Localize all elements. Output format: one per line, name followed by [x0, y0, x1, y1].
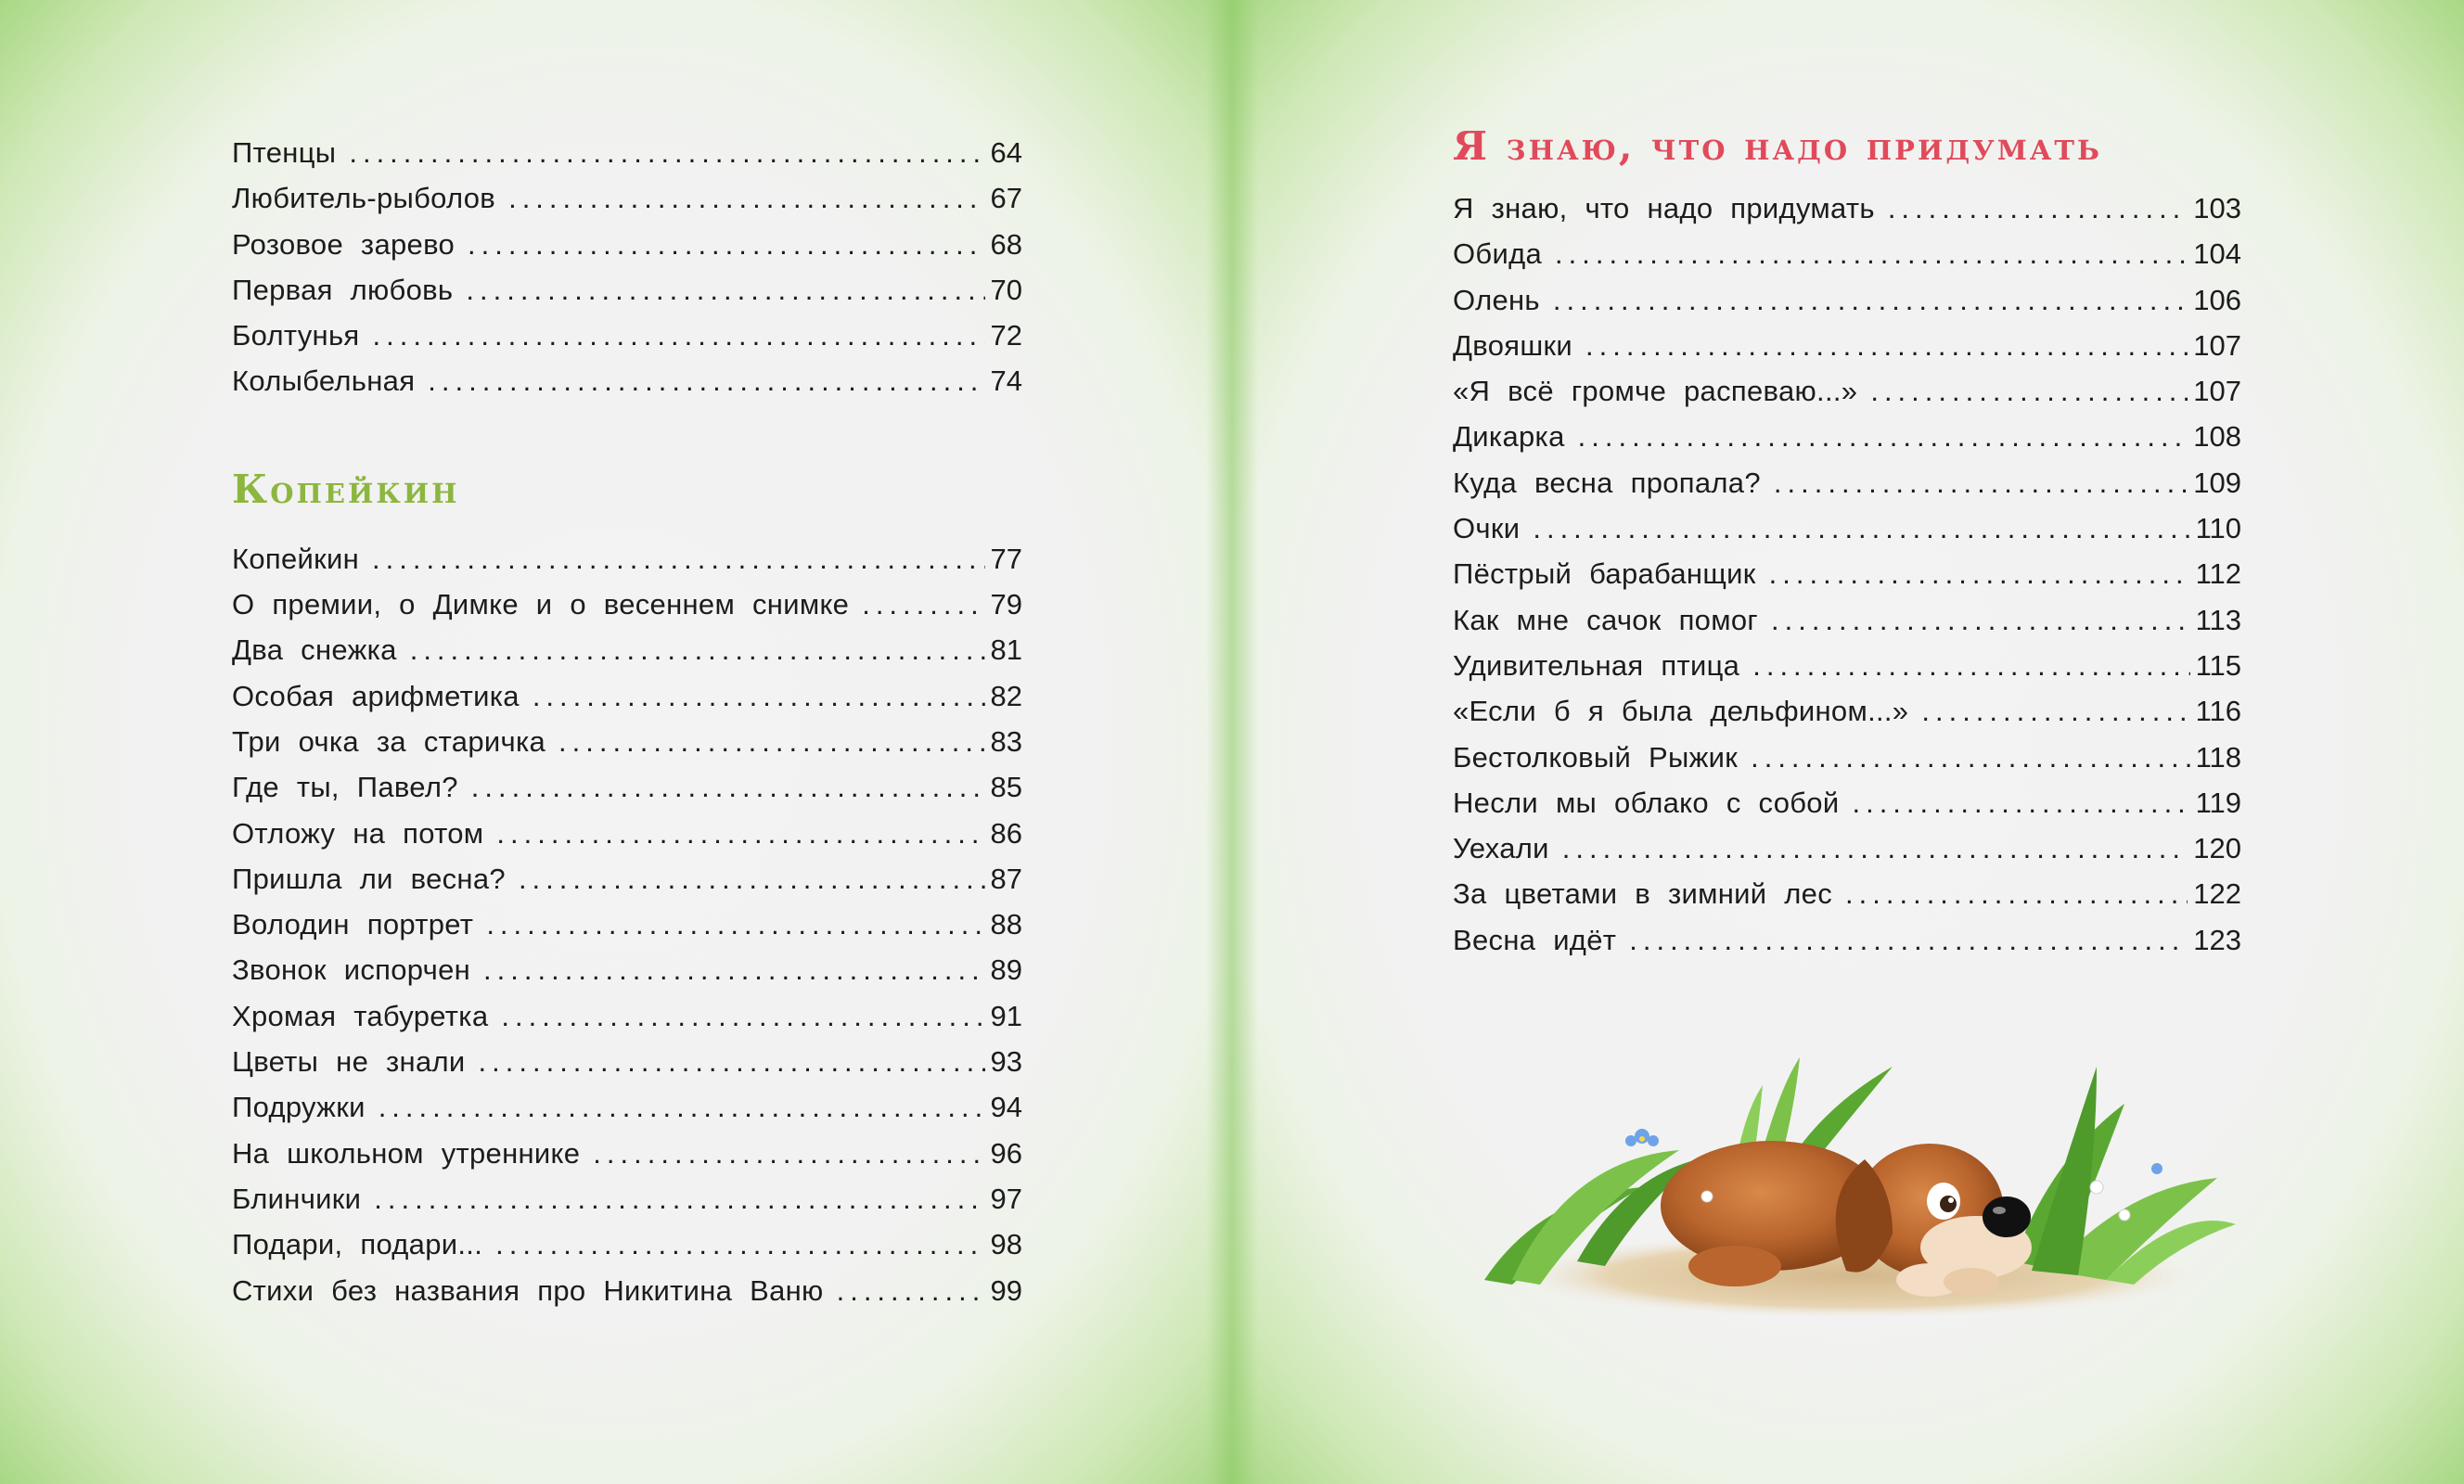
toc-entry-title: Три очка за старичка	[232, 724, 546, 758]
toc-page-number: 109	[2193, 466, 2241, 499]
toc-leader-dots	[1585, 323, 2188, 368]
toc-page-number: 96	[990, 1136, 1022, 1170]
toc-leader-dots	[1555, 231, 2188, 276]
toc-leader-dots	[1751, 735, 2189, 780]
toc-list-kopeikin	[232, 536, 1022, 1313]
toc-page-number: 97	[990, 1182, 1022, 1215]
toc-page-number: 72	[990, 319, 1022, 352]
toc-entry-title: Любитель-рыболов	[232, 182, 496, 215]
toc-entry	[232, 1268, 1022, 1313]
toc-page-number: 98	[990, 1228, 1022, 1261]
toc-page-number: 64	[990, 136, 1022, 169]
toc-page-number: 85	[990, 771, 1022, 804]
toc-page-number: 118	[2195, 740, 2241, 774]
toc-entry	[232, 856, 1022, 902]
toc-entry-title: Бестолковый Рыжик	[1453, 740, 1739, 774]
toc-page-number: 79	[990, 588, 1022, 621]
toc-leader-dots	[508, 175, 984, 221]
toc-entry	[1453, 277, 2241, 323]
toc-entry	[1453, 414, 2241, 459]
toc-leader-dots	[486, 902, 984, 947]
toc-entry	[232, 222, 1022, 267]
toc-entry-title: Копейкин	[232, 542, 360, 575]
toc-leader-dots	[349, 130, 984, 175]
section-title-kopeikin: Копейкин	[232, 466, 460, 512]
right-toc-column	[1453, 123, 2241, 963]
toc-entry-title: Розовое зарево	[232, 227, 456, 261]
toc-page-number: 77	[990, 542, 1022, 575]
toc-entry	[232, 130, 1022, 175]
toc-entry	[1453, 323, 2241, 368]
toc-page-number: 86	[990, 816, 1022, 850]
toc-page-number: 107	[2193, 328, 2241, 362]
toc-page-number: 108	[2193, 420, 2241, 454]
toc-entry	[232, 536, 1022, 582]
toc-leader-dots	[466, 267, 984, 313]
toc-entry-title: Весна идёт	[1453, 923, 1617, 956]
toc-page-number: 103	[2193, 192, 2241, 224]
toc-entry-title: За цветами в зимний лес	[1453, 877, 1833, 911]
toc-entry	[232, 719, 1022, 764]
toc-page-number: 119	[2195, 786, 2241, 819]
toc-entry	[232, 1222, 1022, 1267]
toc-page-number: 83	[990, 724, 1022, 758]
toc-page-number: 82	[990, 679, 1022, 712]
toc-entry-title: Где ты, Павел?	[232, 771, 458, 804]
toc-page-number: 115	[2195, 648, 2241, 682]
toc-entry-title: Подружки	[232, 1091, 366, 1124]
toc-leader-dots	[483, 947, 984, 992]
toc-entry	[1453, 688, 2241, 734]
toc-leader-dots	[1769, 551, 2190, 596]
toc-entry	[232, 1084, 1022, 1130]
toc-entry-title: Уехали	[1453, 832, 1549, 865]
toc-page-number: 67	[990, 182, 1022, 215]
toc-list-ya-znayu	[1453, 186, 2241, 963]
toc-entry	[232, 764, 1022, 810]
toc-entry-title: Очки	[1453, 512, 1521, 545]
toc-entry	[1453, 643, 2241, 688]
toc-page-number: 81	[990, 633, 1022, 667]
toc-leader-dots	[862, 582, 984, 627]
toc-entry-title: Володин портрет	[232, 908, 474, 941]
toc-entry-title: «Если б я была дельфином...»	[1453, 695, 1909, 728]
toc-leader-dots	[496, 811, 984, 856]
toc-leader-dots	[593, 1131, 984, 1176]
toc-entry-title: Птенцы	[232, 136, 337, 169]
toc-page-number: 112	[2195, 557, 2241, 591]
toc-leader-dots	[1629, 917, 2188, 963]
toc-page-number: 99	[990, 1273, 1022, 1307]
toc-entry	[1453, 368, 2241, 414]
toc-entry	[1453, 735, 2241, 780]
puppy-in-grass-image	[1457, 1048, 2254, 1326]
toc-entry-title: Двояшки	[1453, 328, 1572, 362]
toc-page-number: 68	[990, 227, 1022, 261]
toc-page-number: 122	[2193, 877, 2241, 911]
toc-page-number: 94	[990, 1091, 1022, 1124]
toc-entry-title: «Я всё громче распеваю...»	[1453, 375, 1858, 408]
toc-leader-dots	[1845, 871, 2188, 916]
toc-entry	[1453, 871, 2241, 916]
toc-entry-title: На школьном утреннике	[232, 1136, 581, 1170]
toc-entry-title: Цветы не знали	[232, 1045, 466, 1079]
toc-page-number: 89	[990, 953, 1022, 987]
toc-page-number: 88	[990, 908, 1022, 941]
toc-entry	[232, 947, 1022, 992]
toc-leader-dots	[1562, 825, 2188, 871]
puppy-illustration	[1457, 1048, 2254, 1326]
toc-leader-dots	[410, 627, 985, 672]
toc-entry-title: Подари, подари...	[232, 1228, 483, 1261]
toc-entry	[232, 175, 1022, 221]
toc-entry	[232, 267, 1022, 313]
toc-entry	[1453, 597, 2241, 643]
toc-entry	[1453, 460, 2241, 505]
toc-page-number: 123	[2193, 923, 2241, 956]
toc-entry	[232, 1039, 1022, 1084]
toc-entry	[232, 358, 1022, 403]
toc-leader-dots	[501, 993, 984, 1039]
toc-page-number: 104	[2193, 237, 2241, 271]
toc-leader-dots	[1774, 460, 2188, 505]
toc-leader-dots	[837, 1268, 985, 1313]
toc-entry-title: Пришла ли весна?	[232, 862, 506, 895]
toc-leader-dots	[374, 1176, 984, 1222]
toc-entry-title: Как мне сачок помог	[1453, 603, 1758, 636]
toc-entry-title: Стихи без названия про Никитина Ваню	[232, 1273, 824, 1307]
toc-entry-title: Куда весна пропала?	[1453, 466, 1761, 499]
toc-entry	[232, 673, 1022, 719]
toc-page-number: 106	[2193, 283, 2241, 316]
toc-entry-title: Удивительная птица	[1453, 648, 1740, 682]
toc-page-number: 107	[2193, 375, 2241, 408]
toc-entry	[232, 1131, 1022, 1176]
toc-entry-title: Обида	[1453, 237, 1543, 271]
toc-page-number: 87	[990, 862, 1022, 895]
toc-leader-dots	[1553, 277, 2188, 323]
toc-entry	[232, 313, 1022, 358]
toc-leader-dots	[1852, 780, 2189, 825]
toc-entry-title: Несли мы облако с собой	[1453, 786, 1840, 819]
toc-entry	[232, 582, 1022, 627]
toc-page-number: 110	[2195, 512, 2241, 545]
toc-entry-title: Олень	[1453, 283, 1540, 316]
toc-page-number: 113	[2195, 603, 2241, 636]
toc-entry	[1453, 186, 2241, 231]
toc-entry	[232, 902, 1022, 947]
toc-entry	[1453, 825, 2241, 871]
toc-entry-title: Особая арифметика	[232, 679, 520, 712]
toc-entry	[1453, 780, 2241, 825]
toc-page-number: 93	[990, 1045, 1022, 1079]
section-title-ya-znayu: Я знаю, что надо придумать	[1453, 123, 2102, 169]
toc-leader-dots	[519, 856, 985, 902]
toc-leader-dots	[1578, 414, 2188, 459]
toc-page-number: 91	[990, 999, 1022, 1032]
toc-page-number: 116	[2195, 695, 2241, 728]
toc-entry-title: Болтунья	[232, 319, 360, 352]
toc-leader-dots	[1533, 505, 2189, 551]
toc-leader-dots	[428, 358, 984, 403]
toc-leader-dots	[468, 222, 984, 267]
toc-leader-dots	[495, 1222, 984, 1267]
toc-entry	[232, 811, 1022, 856]
left-toc-column	[232, 130, 1022, 1313]
toc-entry	[232, 627, 1022, 672]
toc-entry	[232, 993, 1022, 1039]
toc-entry-title: Пёстрый барабанщик	[1453, 557, 1756, 591]
toc-leader-dots	[1752, 643, 2189, 688]
toc-leader-dots	[471, 764, 985, 810]
toc-page-number: 70	[990, 273, 1022, 306]
toc-entry-title: Два снежка	[232, 633, 397, 667]
toc-leader-dots	[479, 1039, 985, 1084]
toc-entry-title: Отложу на потом	[232, 816, 484, 850]
toc-entry-title: Дикарка	[1453, 420, 1565, 454]
toc-leader-dots	[558, 719, 984, 764]
toc-leader-dots	[1888, 186, 2188, 231]
toc-page-number: 74	[990, 365, 1022, 398]
toc-list-top	[232, 130, 1022, 404]
toc-entry-title: Звонок испорчен	[232, 953, 471, 987]
toc-leader-dots	[1870, 368, 2188, 414]
toc-leader-dots	[372, 536, 984, 582]
toc-leader-dots	[1771, 597, 2190, 643]
toc-entry-title: Колыбельная	[232, 365, 416, 398]
toc-leader-dots	[533, 673, 985, 719]
toc-entry-title: Я знаю, что надо придумать	[1453, 192, 1875, 224]
toc-entry	[1453, 231, 2241, 276]
toc-entry	[1453, 551, 2241, 596]
toc-entry-title: Блинчики	[232, 1182, 362, 1215]
toc-leader-dots	[1921, 688, 2189, 734]
toc-entry	[1453, 917, 2241, 963]
toc-entry-title: Первая любовь	[232, 273, 454, 306]
toc-entry	[232, 1176, 1022, 1222]
toc-leader-dots	[379, 1084, 985, 1130]
toc-page-number: 120	[2193, 832, 2241, 865]
book-gutter	[1206, 0, 1258, 1484]
toc-leader-dots	[373, 313, 985, 358]
toc-entry-title: Хромая табуретка	[232, 999, 489, 1032]
toc-entry-title: О премии, о Димке и о весеннем снимке	[232, 588, 850, 621]
toc-entry	[1453, 505, 2241, 551]
